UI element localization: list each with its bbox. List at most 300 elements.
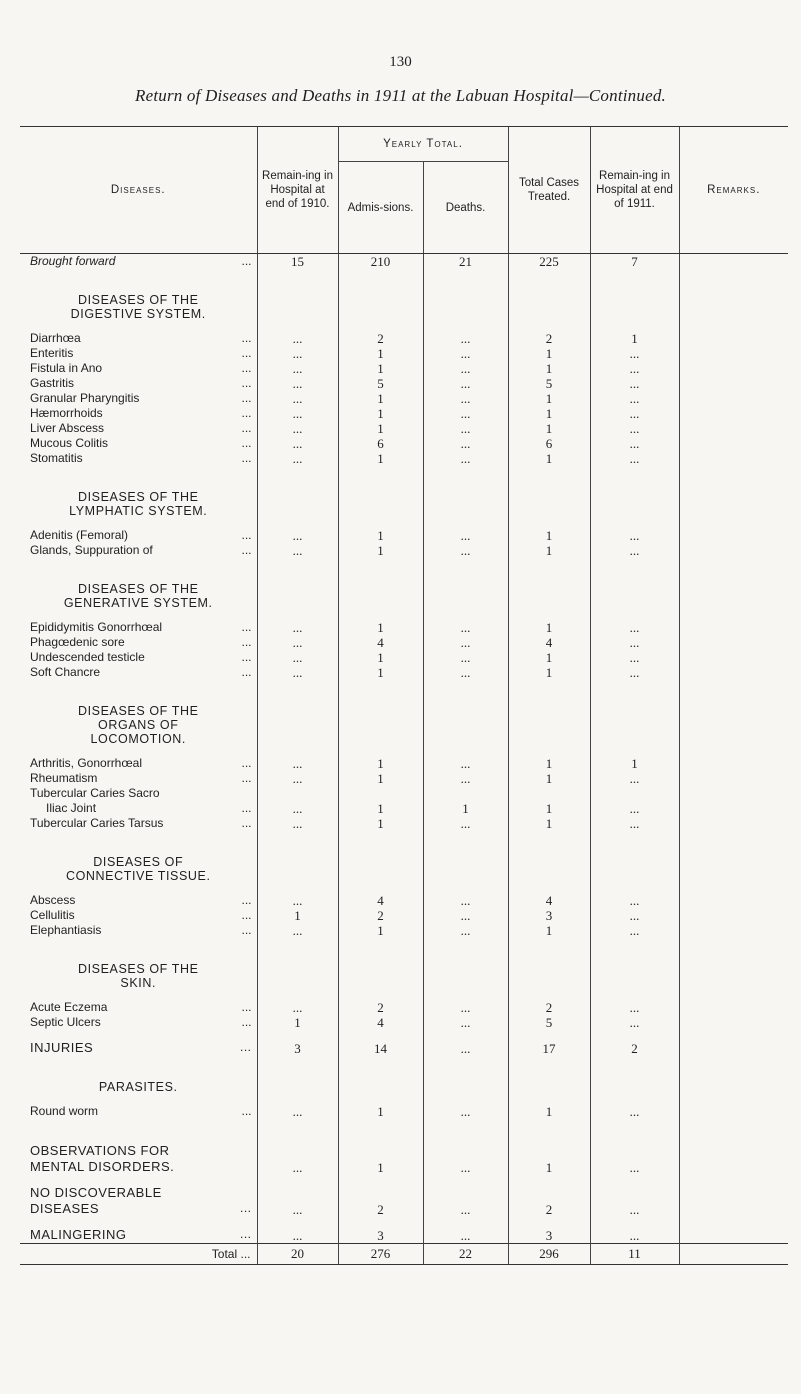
spacer-cell	[20, 831, 257, 855]
leader-dots: ...	[241, 1000, 252, 1014]
section-heading-line: DISEASES OF THE	[77, 704, 199, 718]
disease-label: Abscess	[30, 893, 76, 907]
disease-name	[20, 1201, 257, 1217]
remaining-start-value: ...	[257, 801, 338, 816]
remaining-end-value: ...	[590, 1015, 679, 1030]
remaining-end-value: ...	[590, 1227, 679, 1244]
admissions-value: 1	[338, 816, 423, 831]
remaining-end-value: 7	[590, 254, 679, 270]
disease-label: Mucous Colitis	[30, 436, 109, 450]
disease-name	[20, 528, 257, 543]
deaths-value: ...	[423, 436, 508, 451]
total-cases-value: 6	[508, 436, 590, 451]
disease-label: Brought forward	[30, 254, 116, 268]
empty-cell	[590, 1030, 679, 1040]
remaining-end-value: ...	[590, 406, 679, 421]
disease-name	[20, 361, 257, 376]
empty-cell	[679, 962, 788, 990]
header-remaining-start: Remain-ing in Hospital at end of 1910.	[257, 127, 338, 254]
disease-label: MALINGERING	[30, 1227, 127, 1242]
empty-cell	[423, 962, 508, 990]
admissions-value: 210	[338, 254, 423, 270]
section-heading	[20, 855, 257, 883]
page-title: Return of Diseases and Deaths in 1911 at the Labuan Hospital—Continued.	[135, 86, 666, 105]
section-heading-line: GENERATIVE SYSTEM.	[63, 596, 213, 610]
total-cases-value: 1	[508, 923, 590, 938]
remaining-end-value: ...	[590, 908, 679, 923]
remaining-end-value: 11	[590, 1244, 679, 1265]
total-cases-value: 1	[508, 650, 590, 665]
admissions-value: 4	[338, 635, 423, 650]
total-cases-value: 5	[508, 1015, 590, 1030]
remaining-start-value: ...	[257, 421, 338, 436]
leader-dots: ...	[237, 1247, 251, 1261]
remaining-end-value: ...	[590, 1000, 679, 1015]
spacer-row	[20, 1175, 788, 1185]
remaining-start-value: ...	[257, 451, 338, 466]
remaining-end-value: ...	[590, 391, 679, 406]
spacer-cell	[20, 938, 257, 962]
spacer-cell	[20, 1217, 257, 1227]
empty-cell	[508, 938, 590, 962]
admissions-value: 1	[338, 346, 423, 361]
spacer-cell	[20, 269, 257, 293]
remarks-value	[679, 391, 788, 406]
admissions-value: 276	[338, 1244, 423, 1265]
disease-name	[20, 436, 257, 451]
table-row	[20, 1104, 788, 1119]
empty-cell	[679, 1119, 788, 1143]
disease-label: Undescended testicle	[30, 650, 145, 664]
remaining-end-value: ...	[590, 635, 679, 650]
spacer-row	[20, 1217, 788, 1227]
disease-name	[20, 543, 257, 558]
spacer-cell	[20, 1175, 257, 1185]
spacer-row	[20, 831, 788, 855]
admissions-value: 1	[338, 391, 423, 406]
table-row	[20, 1143, 788, 1159]
empty-cell	[590, 321, 679, 331]
deaths-value: ...	[423, 908, 508, 923]
empty-cell	[508, 1030, 590, 1040]
remaining-end-value: ...	[590, 528, 679, 543]
empty-cell	[338, 831, 423, 855]
disease-name	[20, 346, 257, 361]
section-heading	[20, 582, 257, 610]
disease-label: Arthritis, Gonorrhœal	[30, 756, 143, 770]
remarks-value	[679, 665, 788, 680]
disease-label: INJURIES	[30, 1040, 94, 1055]
empty-cell	[590, 1056, 679, 1080]
table-row	[20, 376, 788, 391]
empty-cell	[590, 680, 679, 704]
total-cases-value: 4	[508, 893, 590, 908]
empty-cell	[590, 704, 679, 746]
disease-label: Acute Eczema	[30, 1000, 108, 1014]
deaths-value: ...	[423, 635, 508, 650]
disease-label: Phagœdenic sore	[30, 635, 125, 649]
section-heading	[20, 1080, 257, 1094]
disease-name	[20, 421, 257, 436]
admissions-value	[338, 1185, 423, 1201]
empty-cell	[338, 962, 423, 990]
remarks-value	[679, 1040, 788, 1056]
leader-dots: ...	[241, 528, 252, 542]
spacer-row	[20, 883, 788, 893]
disease-label: Diarrhœa	[30, 331, 81, 345]
remaining-start-value: ...	[257, 771, 338, 786]
remaining-end-value: 1	[590, 331, 679, 346]
disease-label: Total	[211, 1247, 238, 1261]
empty-cell	[508, 1056, 590, 1080]
disease-name	[20, 406, 257, 421]
deaths-value: ...	[423, 665, 508, 680]
remaining-end-value: ...	[590, 361, 679, 376]
empty-cell	[508, 558, 590, 582]
admissions-value: 1	[338, 543, 423, 558]
spacer-cell	[20, 1056, 257, 1080]
empty-cell	[590, 1217, 679, 1227]
remaining-end-value: ...	[590, 816, 679, 831]
table-row	[20, 1040, 788, 1056]
remaining-end-value: ...	[590, 1104, 679, 1119]
leader-dots: ...	[241, 421, 252, 435]
deaths-value: ...	[423, 650, 508, 665]
empty-cell	[257, 1080, 338, 1094]
leader-dots: ...	[241, 376, 252, 390]
disease-name	[20, 1000, 257, 1015]
remaining-start-value	[257, 786, 338, 801]
empty-cell	[338, 269, 423, 293]
section-heading-line: DISEASES OF	[93, 855, 184, 869]
disease-label: MENTAL DISORDERS.	[30, 1159, 175, 1174]
deaths-value: ...	[423, 1104, 508, 1119]
table-row	[20, 1227, 788, 1244]
empty-cell	[423, 490, 508, 518]
empty-cell	[257, 883, 338, 893]
empty-cell	[508, 831, 590, 855]
empty-cell	[508, 490, 590, 518]
table-row	[20, 786, 788, 801]
remaining-start-value: 1	[257, 908, 338, 923]
admissions-value: 1	[338, 665, 423, 680]
admissions-value: 1	[338, 650, 423, 665]
remarks-value	[679, 923, 788, 938]
remaining-end-value	[590, 1185, 679, 1201]
empty-cell	[679, 1094, 788, 1104]
disease-name	[20, 1159, 257, 1175]
leader-dots: ...	[241, 665, 252, 679]
total-cases-value: 1	[508, 451, 590, 466]
empty-cell	[338, 1217, 423, 1227]
admissions-value: 1	[338, 771, 423, 786]
leader-dots: ...	[241, 816, 252, 830]
total-cases-value: 1	[508, 620, 590, 635]
empty-cell	[338, 1030, 423, 1040]
empty-cell	[257, 490, 338, 518]
empty-cell	[679, 321, 788, 331]
table-row	[20, 650, 788, 665]
section-header-row	[20, 293, 788, 321]
remarks-value	[679, 346, 788, 361]
empty-cell	[679, 1217, 788, 1227]
section-heading	[20, 293, 257, 321]
disease-name	[20, 908, 257, 923]
empty-cell	[338, 582, 423, 610]
leader-dots: ...	[241, 650, 252, 664]
spacer-row	[20, 1030, 788, 1040]
empty-cell	[508, 704, 590, 746]
table-row	[20, 665, 788, 680]
remaining-start-value: ...	[257, 893, 338, 908]
disease-label: Fistula in Ano	[30, 361, 103, 375]
empty-cell	[679, 1175, 788, 1185]
empty-cell	[508, 1119, 590, 1143]
empty-cell	[257, 938, 338, 962]
remarks-value	[679, 816, 788, 831]
section-heading-line: LOCOMOTION.	[90, 732, 186, 746]
disease-label: Adenitis (Femoral)	[30, 528, 129, 542]
empty-cell	[257, 610, 338, 620]
remaining-start-value: 3	[257, 1040, 338, 1056]
admissions-value: 2	[338, 1000, 423, 1015]
disease-name	[20, 620, 257, 635]
disease-label: DISEASES	[30, 1201, 100, 1216]
remaining-start-value: ...	[257, 665, 338, 680]
admissions-value: 4	[338, 1015, 423, 1030]
deaths-value: 1	[423, 801, 508, 816]
remaining-start-value: ...	[257, 1000, 338, 1015]
table-row	[20, 816, 788, 831]
empty-cell	[423, 582, 508, 610]
table-row	[20, 451, 788, 466]
total-cases-value: 1	[508, 528, 590, 543]
remaining-start-value: ...	[257, 1201, 338, 1217]
disease-label: Rheumatism	[30, 771, 98, 785]
empty-cell	[679, 558, 788, 582]
empty-cell	[257, 1030, 338, 1040]
remaining-start-value: ...	[257, 376, 338, 391]
section-header-row	[20, 855, 788, 883]
total-cases-value	[508, 786, 590, 801]
empty-cell	[679, 680, 788, 704]
empty-cell	[423, 855, 508, 883]
deaths-value: ...	[423, 406, 508, 421]
section-header-row	[20, 704, 788, 746]
admissions-value: 1	[338, 1104, 423, 1119]
leader-dots: ...	[241, 908, 252, 922]
leader-dots: ...	[241, 1015, 252, 1029]
total-cases-value	[508, 1143, 590, 1159]
deaths-value: ...	[423, 1000, 508, 1015]
disease-name	[20, 1104, 257, 1119]
disease-label: Soft Chancre	[30, 665, 101, 679]
empty-cell	[423, 1080, 508, 1094]
admissions-value: 14	[338, 1040, 423, 1056]
disease-label: Tubercular Caries Tarsus	[30, 816, 164, 830]
remaining-start-value: ...	[257, 346, 338, 361]
empty-cell	[679, 293, 788, 321]
spacer-row	[20, 269, 788, 293]
remaining-end-value: ...	[590, 1201, 679, 1217]
disease-name	[20, 451, 257, 466]
table-row	[20, 756, 788, 771]
empty-cell	[257, 831, 338, 855]
empty-cell	[338, 518, 423, 528]
empty-cell	[508, 269, 590, 293]
remaining-end-value: ...	[590, 801, 679, 816]
section-heading-line: PARASITES.	[98, 1080, 178, 1094]
deaths-value: ...	[423, 543, 508, 558]
disease-label: Elephantiasis	[30, 923, 102, 937]
empty-cell	[679, 1030, 788, 1040]
disease-name	[20, 650, 257, 665]
remaining-start-value: ...	[257, 635, 338, 650]
empty-cell	[423, 831, 508, 855]
admissions-value: 1	[338, 756, 423, 771]
spacer-cell	[20, 680, 257, 704]
spacer-row	[20, 938, 788, 962]
disease-name	[20, 1244, 257, 1265]
remaining-start-value: ...	[257, 1104, 338, 1119]
deaths-value: ...	[423, 771, 508, 786]
remarks-value	[679, 650, 788, 665]
empty-cell	[338, 1175, 423, 1185]
section-heading	[20, 490, 257, 518]
total-cases-value: 1	[508, 391, 590, 406]
spacer-cell	[20, 746, 257, 756]
section-header-row	[20, 490, 788, 518]
disease-label: Gastritis	[30, 376, 75, 390]
total-cases-value: 2	[508, 1201, 590, 1217]
total-cases-value: 1	[508, 771, 590, 786]
total-cases-value: 1	[508, 361, 590, 376]
header-diseases: Diseases.	[20, 127, 257, 254]
table-row	[20, 923, 788, 938]
remarks-value	[679, 771, 788, 786]
empty-cell	[338, 490, 423, 518]
remaining-end-value: 1	[590, 756, 679, 771]
empty-cell	[590, 831, 679, 855]
disease-label: Epididymitis Gonorrhœal	[30, 620, 163, 634]
remarks-value	[679, 254, 788, 270]
admissions-value: 1	[338, 421, 423, 436]
empty-cell	[508, 746, 590, 756]
deaths-value: ...	[423, 1040, 508, 1056]
empty-cell	[257, 1094, 338, 1104]
remaining-end-value: ...	[590, 620, 679, 635]
deaths-value	[423, 786, 508, 801]
disease-name	[20, 1040, 257, 1056]
header-yearly-total: Yearly Total.	[338, 127, 508, 162]
deaths-value: ...	[423, 528, 508, 543]
total-cases-value: 4	[508, 635, 590, 650]
empty-cell	[590, 1175, 679, 1185]
empty-cell	[423, 1119, 508, 1143]
admissions-value	[338, 786, 423, 801]
remaining-start-value: ...	[257, 650, 338, 665]
empty-cell	[257, 518, 338, 528]
table-row	[20, 1201, 788, 1217]
empty-cell	[423, 269, 508, 293]
leader-dots: ...	[241, 331, 252, 345]
empty-cell	[423, 883, 508, 893]
deaths-value: ...	[423, 923, 508, 938]
empty-cell	[423, 1056, 508, 1080]
disease-name	[20, 801, 257, 816]
leader-dots: ...	[241, 771, 252, 785]
deaths-value: ...	[423, 1227, 508, 1244]
total-cases-value: 2	[508, 331, 590, 346]
section-heading-line: DISEASES OF THE	[77, 490, 199, 504]
spacer-cell	[20, 1094, 257, 1104]
header-deaths: Deaths.	[423, 162, 508, 254]
total-cases-value: 1	[508, 421, 590, 436]
empty-cell	[338, 990, 423, 1000]
remaining-end-value: ...	[590, 376, 679, 391]
total-cases-value: 1	[508, 756, 590, 771]
section-header-row	[20, 962, 788, 990]
disease-label: Granular Pharyngitis	[30, 391, 140, 405]
spacer-row	[20, 990, 788, 1000]
empty-cell	[590, 746, 679, 756]
admissions-value: 1	[338, 361, 423, 376]
empty-cell	[679, 269, 788, 293]
leader-dots: ...	[241, 756, 252, 770]
remarks-value	[679, 1227, 788, 1244]
empty-cell	[338, 1056, 423, 1080]
disease-label: Tubercular Caries Sacro	[30, 786, 160, 800]
table-row	[20, 908, 788, 923]
empty-cell	[338, 855, 423, 883]
table-row	[20, 635, 788, 650]
disease-label: OBSERVATIONS FOR	[30, 1143, 170, 1158]
empty-cell	[257, 321, 338, 331]
empty-cell	[508, 883, 590, 893]
leader-dots: ...	[241, 543, 252, 557]
table-row	[20, 331, 788, 346]
spacer-cell	[20, 558, 257, 582]
table-row	[20, 620, 788, 635]
remarks-value	[679, 1000, 788, 1015]
remarks-value	[679, 1244, 788, 1265]
empty-cell	[679, 938, 788, 962]
empty-cell	[679, 466, 788, 490]
empty-cell	[679, 990, 788, 1000]
disease-name	[20, 254, 257, 270]
empty-cell	[338, 558, 423, 582]
empty-cell	[679, 855, 788, 883]
remarks-value	[679, 406, 788, 421]
empty-cell	[423, 321, 508, 331]
section-heading-line: DISEASES OF THE	[77, 582, 199, 596]
remaining-start-value: ...	[257, 1159, 338, 1175]
table-row	[20, 1159, 788, 1175]
total-cases-value: 1	[508, 406, 590, 421]
section-heading-line: DISEASES OF THE	[77, 962, 199, 976]
disease-name	[20, 923, 257, 938]
section-header-row	[20, 1080, 788, 1094]
empty-cell	[423, 938, 508, 962]
deaths-value: ...	[423, 620, 508, 635]
empty-cell	[590, 466, 679, 490]
disease-label: Liver Abscess	[30, 421, 105, 435]
remaining-start-value: ...	[257, 543, 338, 558]
empty-cell	[338, 746, 423, 756]
empty-cell	[508, 990, 590, 1000]
remaining-end-value	[590, 1143, 679, 1159]
remarks-value	[679, 1201, 788, 1217]
